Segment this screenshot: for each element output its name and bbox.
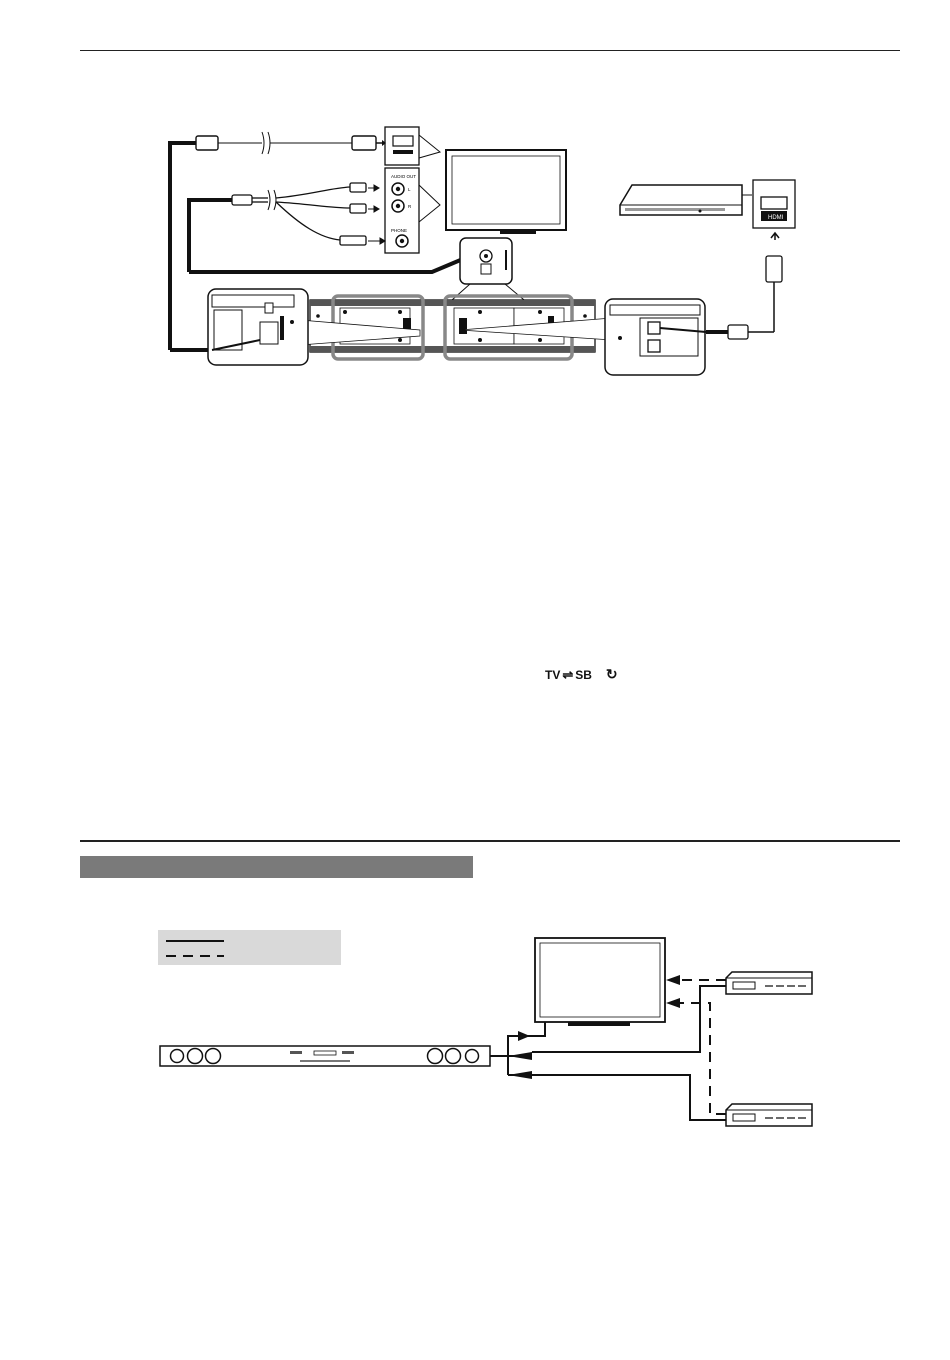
- tv-to-soundbar-line: [508, 1022, 545, 1075]
- device2-to-tv-dashed: [680, 1003, 726, 1114]
- player-hdmi-label: HDMI: [768, 215, 784, 221]
- device2-to-soundbar-line: [532, 1075, 726, 1120]
- sb-label: SB: [575, 668, 592, 682]
- cycle-icon: ↻: [605, 666, 618, 682]
- audio-r-label: R: [408, 204, 412, 209]
- toggle-arrows-icon: ⇌: [562, 667, 574, 682]
- tv-bottom: [535, 938, 665, 1026]
- playback-device-1: [726, 972, 812, 994]
- audio-l-label: L: [408, 187, 411, 192]
- audio-out-label: AUDIO OUT: [391, 174, 417, 179]
- soundbar-front: [160, 1046, 490, 1066]
- phone-label: PHONE: [391, 228, 408, 233]
- playback-device-2: [726, 1104, 812, 1126]
- line-legend: [158, 930, 341, 965]
- tv-label: TV: [545, 668, 561, 682]
